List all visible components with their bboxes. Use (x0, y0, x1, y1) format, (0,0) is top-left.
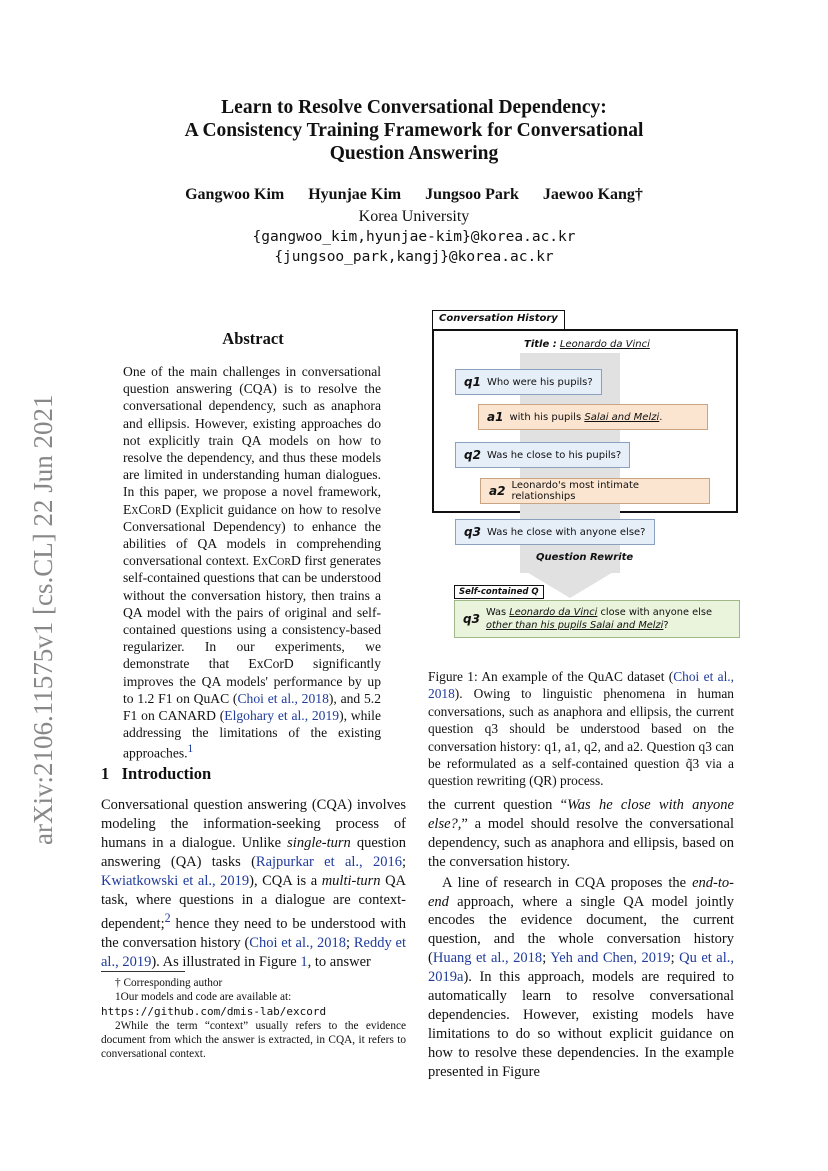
self-contained-bubble (454, 600, 740, 638)
abstract-text: first generates self-contained questions that can be understood without the conversation history, then trains a QA model with the pairs of original and self-contained questions using a consistency-based regularizer. In our experiments, we demonstrate that ExCorD significantly improves the QA models' performance by up to 1.2 F1 on QuAC ( (123, 553, 382, 706)
body-text: ; (346, 935, 354, 952)
footnote-marker[interactable]: 2 (164, 911, 171, 926)
question-label: q3 (463, 612, 480, 626)
paper-title (0, 96, 828, 165)
answer-label: a1 (487, 410, 504, 424)
code-url-link[interactable]: https://github.com/dmis-lab/excord (101, 1004, 327, 1018)
body-text: hence they need to be understood with the conversation history ( (101, 916, 406, 952)
section-heading: 1 Introduction (101, 764, 212, 783)
body-text: end-to-end (428, 874, 734, 910)
body-text: ). As illustrated in Figure (151, 954, 301, 971)
author: Jaewoo Kang† (542, 186, 643, 203)
citation-link[interactable]: Choi et al., 2018 (428, 669, 734, 702)
paragraph (428, 874, 734, 1082)
question-text: Was he close to his pupils? (486, 449, 622, 461)
figure-title (524, 339, 650, 350)
caption-text: Figure 1: An example of the QuAC dataset ( (428, 669, 674, 684)
answer-text: with his pupils Salai and Melzi. (509, 411, 663, 423)
question-rewrite-label: Question Rewrite (536, 552, 634, 563)
question-text: Was he close with anyone else? (486, 526, 646, 538)
body-text: single-turn (287, 834, 351, 851)
body-text: the current question “ (428, 797, 568, 813)
answer-bubble-a1 (478, 404, 708, 430)
body-text: ; (542, 950, 551, 967)
footnote: † Corresponding author (115, 977, 223, 989)
email-line-2: {jungsoo_park,kangj}@korea.ac.kr (274, 249, 554, 265)
answer-label: a2 (489, 484, 506, 498)
conversation-history-tab: Conversation History (432, 310, 565, 329)
footnotes (101, 976, 406, 1062)
figure-1 (428, 310, 740, 660)
citation-link[interactable]: Choi et al., 2018 (249, 935, 347, 952)
method-name: ExCorD (252, 553, 301, 569)
citation-link[interactable]: Elgohary et al., 2019 (224, 708, 340, 724)
question-label: q1 (464, 375, 481, 389)
question-bubble-q1 (455, 369, 602, 395)
abstract-text: ), while addressing the limitations of the existing approaches. (123, 708, 381, 761)
body-text: A line of research in CQA proposes the (442, 874, 687, 891)
affiliation: Korea University (358, 208, 470, 225)
caption-text: ). Owing to linguistic phenomena in human conversations, such as anaphora and ellipsis, the current question q3 should be understood based on the conversation history: q1, a1, q2, and a2. Question q3 can be reformulated as a self-contained question q̃3 via a question rewriting (QR) process. (428, 686, 734, 789)
citation-link[interactable]: Rajpurkar et al., 2016 (255, 853, 402, 870)
citation-link[interactable]: Qu et al., 2019a (428, 950, 734, 986)
body-text: approach, where a single QA model jointly encodes the evidence document, the current question, and the whole conversation history ( (428, 893, 735, 967)
self-contained-question: Was Leonardo da Vinci close with anyone else other than his pupils Salai and Melzi? (485, 607, 712, 631)
abstract-text: One of the main challenges in conversational question answering (CQA) is to resolve the conversational dependency, such as anaphora and ellipsis. However, existing approaches do not explicitly train QA models on how to resolve the dependency, and thus these models are limited in understanding human dialogues. In this paper, we propose a novel framework, (123, 364, 381, 500)
arxiv-stamp: arXiv:2106.11575v1 [cs.CL] 22 Jun 2021 (28, 394, 58, 845)
citation-link[interactable]: Reddy et al., 2019 (101, 935, 406, 971)
body-text: , to answer (307, 954, 371, 971)
right-column-body (428, 796, 734, 1082)
figure-caption (428, 668, 734, 790)
abstract-text: ), and 5.2 F1 on CANARD ( (123, 690, 381, 724)
title-prefix: Title : (524, 339, 557, 350)
abstract-text: (Explicit guidance on how to resolve Conversational Dependency) to enhance the abilities of QA models in comprehending conversational context. (123, 501, 381, 569)
body-text: ), CQA is a (249, 872, 318, 889)
citation-link[interactable]: Kwiatkowski et al., 2019 (101, 872, 250, 889)
footnote: 2While the term “context” usually refers to the evidence document from which the answer is extracted, in CQA, it refers to conversational context. (101, 1019, 406, 1061)
author-list (0, 186, 828, 204)
question-label: q3 (464, 525, 481, 539)
question-bubble-q3 (455, 519, 655, 545)
intro-body (101, 796, 406, 972)
body-text: Was he close with anyone else?, (428, 797, 734, 832)
title-line-2: A Consistency Training Framework for Conversational (184, 120, 644, 141)
question-label: q2 (464, 448, 481, 462)
method-name: ExCorD (123, 501, 172, 517)
body-text: QA task, where questions in a dialogue are context-dependent; (101, 872, 407, 933)
author: Hyunjae Kim (308, 186, 402, 203)
title-line-3: Question Answering (329, 143, 499, 164)
figure-ref-link[interactable]: 1 (300, 954, 308, 971)
citation-link[interactable]: Choi et al., 2018 (237, 690, 329, 706)
abstract-body (123, 363, 381, 762)
author: Jungsoo Park (425, 186, 519, 203)
footnote-marker[interactable]: 1 (187, 743, 194, 756)
body-text: ; (401, 853, 406, 870)
citation-link[interactable]: Huang et al., 2018 (432, 950, 543, 967)
author: Gangwoo Kim (185, 186, 285, 203)
self-contained-tab: Self-contained Q (454, 585, 544, 599)
title-line-1: Learn to Resolve Conversational Dependency: (221, 97, 607, 118)
title-value: Leonardo da Vinci (559, 339, 650, 350)
citation-link[interactable]: Yeh and Chen, 2019 (550, 950, 671, 967)
body-text: ). In this approach, models are required to automatically learn to resolve conversational dependencies. However, existing models have limitations to do so without explicit guidance on how to resolve these dependencies. In the example presented in Figure (428, 969, 734, 1080)
abstract-heading: Abstract (222, 329, 284, 348)
body-text: ; (670, 950, 680, 967)
footnote-rule (101, 971, 185, 972)
footnote: 1Our models and code are available at: (115, 991, 292, 1004)
question-text: Who were his pupils? (486, 376, 593, 388)
body-text: multi-turn (321, 872, 381, 889)
body-text: Conversational question answering (CQA) involves modeling the information-seeking process of humans in a dialogue. Unlike (101, 797, 406, 851)
body-text: question answering (QA) tasks ( (101, 834, 406, 870)
answer-text: Leonardo's most intimate relationships (511, 480, 640, 502)
body-text: ” a model should resolve the conversational dependency, such as anaphora and ellipsis, based on the conversation history. (428, 815, 734, 870)
question-bubble-q2 (455, 442, 630, 468)
answer-bubble-a2 (480, 478, 710, 504)
email-line-1: {gangwoo_kim,hyunjae-kim}@korea.ac.kr (252, 229, 576, 245)
